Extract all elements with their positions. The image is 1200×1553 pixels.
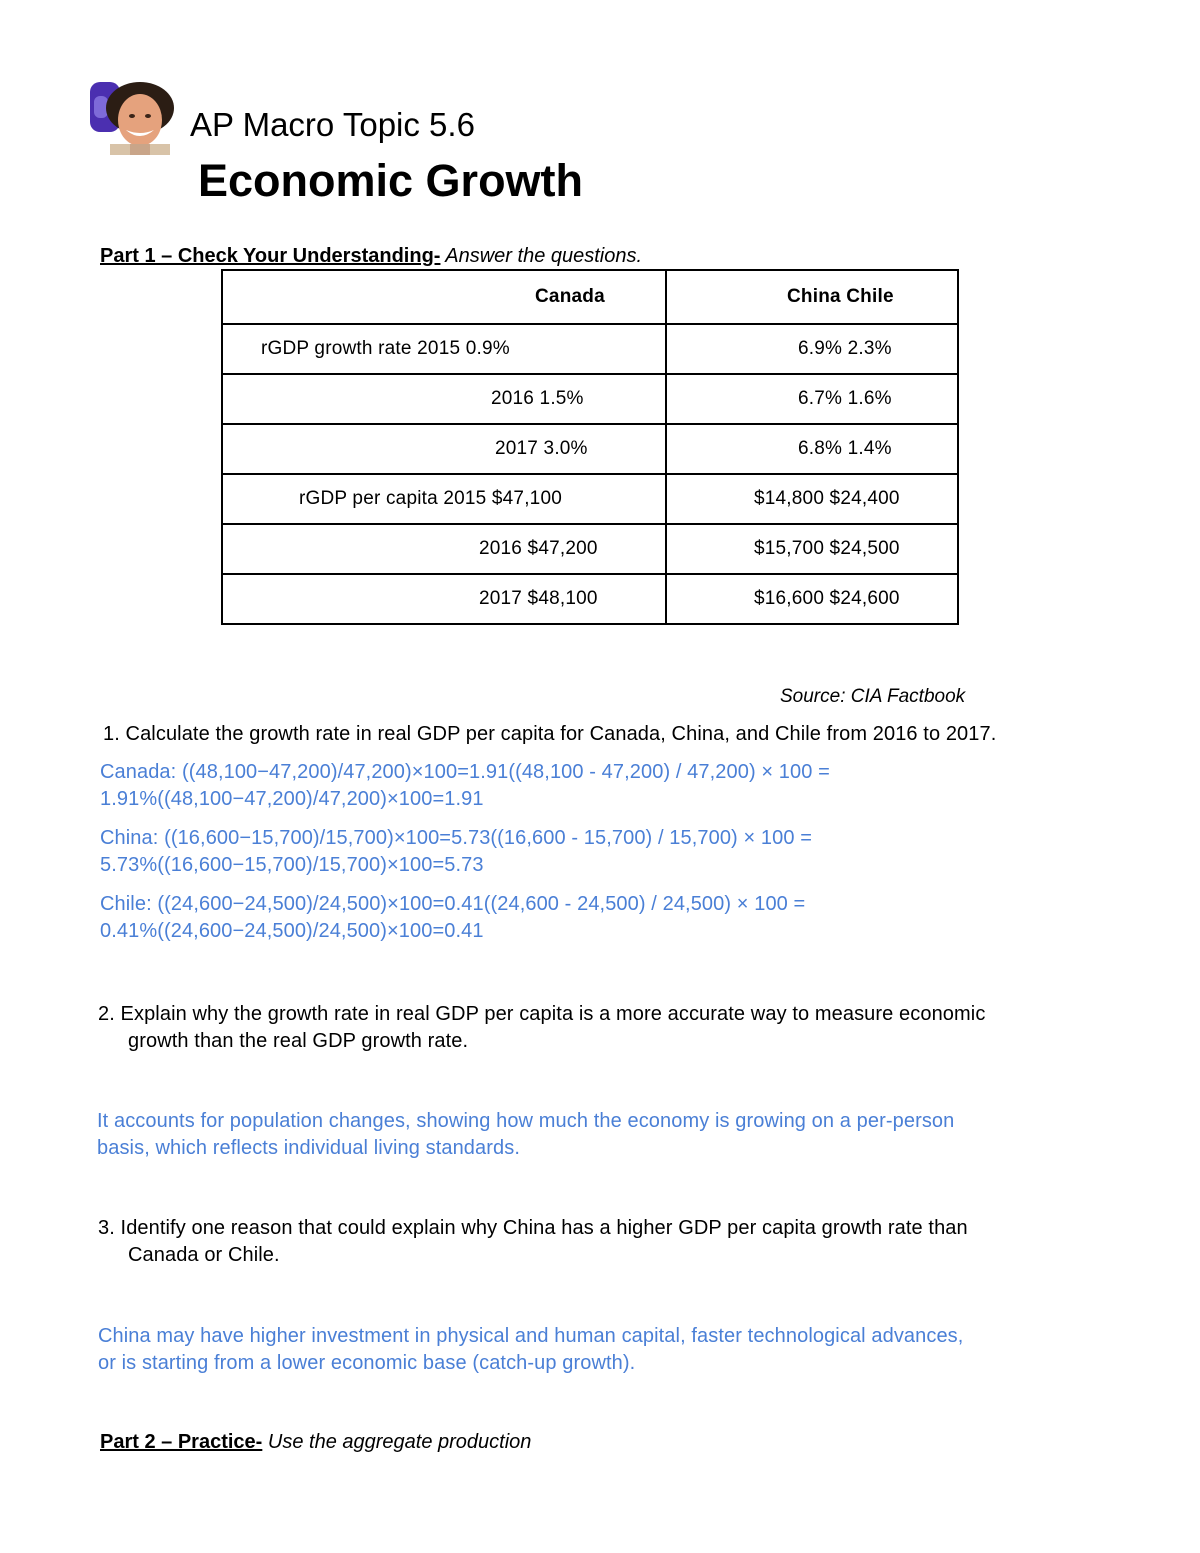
table-cell: 6.8% 1.4% bbox=[798, 438, 892, 459]
table-row bbox=[222, 374, 958, 424]
answer-line: 1.91%((48,100−47,200)/47,200)×100=1.91 bbox=[100, 788, 484, 810]
question-2 bbox=[98, 1001, 985, 1055]
table-row bbox=[222, 524, 958, 574]
question-1: 1. Calculate the growth rate in real GDP per capita for Canada, China, and Chile from 2016 to 2017. bbox=[103, 723, 997, 745]
table-cell: $14,800 $24,400 bbox=[754, 488, 900, 509]
table-cell: 2016 $47,200 bbox=[479, 538, 598, 559]
answer-line: China may have higher investment in physical and human capital, faster technological advances, bbox=[98, 1325, 964, 1347]
answer-canada bbox=[100, 759, 830, 813]
answer-2 bbox=[97, 1108, 954, 1162]
table-row bbox=[222, 574, 958, 624]
answer-china bbox=[100, 825, 812, 879]
answer-line: China: ((16,600−15,700)/15,700)×100=5.73((16,600 - 15,700) / 15,700) × 100 = bbox=[100, 827, 813, 849]
answer-line: or is starting from a lower economic base (catch-up growth). bbox=[98, 1352, 636, 1374]
gdp-table bbox=[221, 269, 959, 625]
table-row bbox=[222, 424, 958, 474]
question-3 bbox=[98, 1215, 968, 1269]
table-cell: rGDP growth rate 2015 0.9% bbox=[261, 338, 510, 359]
table-cell: $16,600 $24,600 bbox=[754, 588, 900, 609]
question-line: Canada or Chile. bbox=[128, 1244, 280, 1266]
table-header-row bbox=[222, 270, 958, 324]
page-title: Economic Growth bbox=[198, 155, 584, 206]
table-cell: 2017 $48,100 bbox=[479, 588, 598, 609]
part1-instruction: Answer the questions. bbox=[440, 245, 643, 267]
avatar bbox=[90, 78, 176, 155]
table-row bbox=[222, 474, 958, 524]
table-cell: 2016 1.5% bbox=[491, 388, 584, 409]
part2-label: Part 2 – Practice- bbox=[100, 1431, 263, 1453]
answer-line: It accounts for population changes, showing how much the economy is growing on a per-person bbox=[97, 1110, 955, 1132]
table-cell: rGDP per capita 2015 $47,100 bbox=[299, 488, 562, 509]
answer-line: 0.41%((24,600−24,500)/24,500)×100=0.41 bbox=[100, 920, 484, 942]
table-cell: 2017 3.0% bbox=[495, 438, 588, 459]
table-row bbox=[222, 324, 958, 374]
source-citation: Source: CIA Factbook bbox=[780, 686, 966, 707]
header-canada: Canada bbox=[535, 286, 605, 307]
table-cell: 6.7% 1.6% bbox=[798, 388, 892, 409]
part1-heading bbox=[100, 245, 642, 268]
table-cell: 6.9% 2.3% bbox=[798, 338, 892, 359]
answer-chile bbox=[100, 891, 805, 945]
table-cell: $15,700 $24,500 bbox=[754, 538, 900, 559]
question-line: 2. Explain why the growth rate in real GDP per capita is a more accurate way to measure economic bbox=[98, 1003, 986, 1025]
answer-line: Canada: ((48,100−47,200)/47,200)×100=1.91((48,100 - 47,200) / 47,200) × 100 = bbox=[100, 761, 830, 783]
topic-heading: AP Macro Topic 5.6 bbox=[190, 106, 475, 143]
question-line: growth than the real GDP growth rate. bbox=[128, 1030, 469, 1052]
answer-3 bbox=[98, 1323, 963, 1377]
answer-line: Chile: ((24,600−24,500)/24,500)×100=0.41((24,600 - 24,500) / 24,500) × 100 = bbox=[100, 893, 806, 915]
header-china-chile: China Chile bbox=[787, 286, 894, 307]
part1-label: Part 1 – Check Your Understanding- bbox=[100, 245, 441, 267]
answer-line: 5.73%((16,600−15,700)/15,700)×100=5.73 bbox=[100, 854, 484, 876]
answer-line: basis, which reflects individual living standards. bbox=[97, 1137, 520, 1159]
part2-instruction: Use the aggregate production bbox=[262, 1431, 532, 1453]
question-line: 3. Identify one reason that could explain why China has a higher GDP per capita growth rate than bbox=[98, 1217, 968, 1239]
part2-heading bbox=[100, 1431, 531, 1454]
